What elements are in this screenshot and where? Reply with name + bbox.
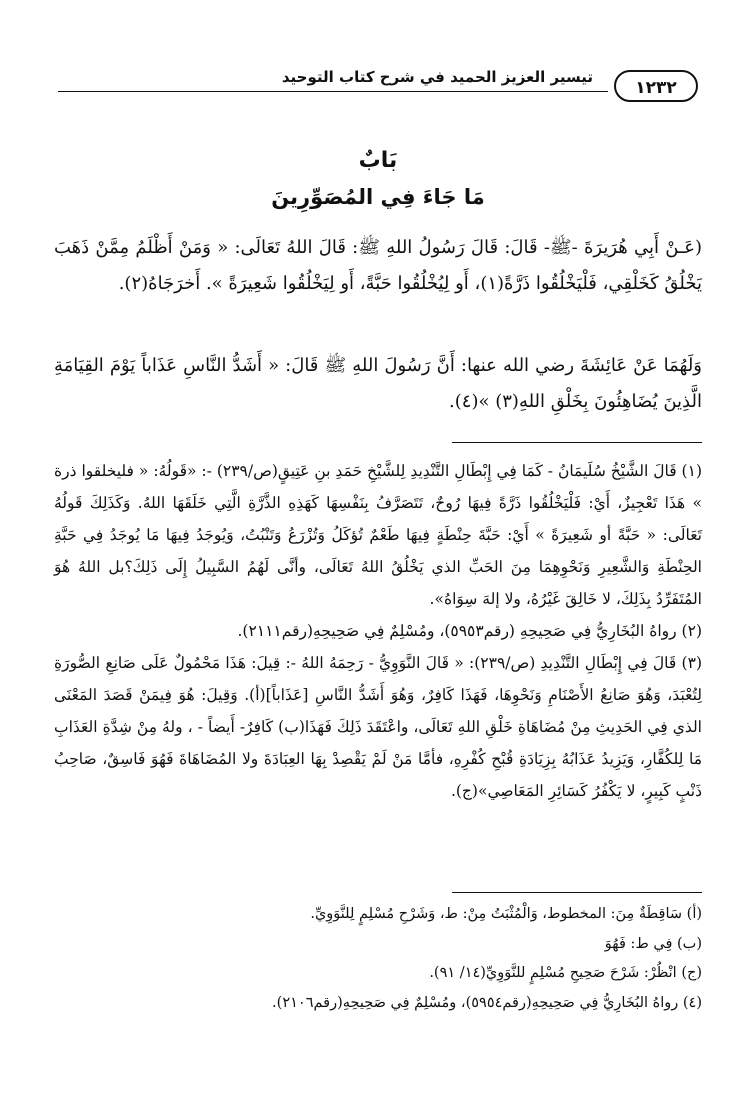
book-title: تيسير العزيز الحميد في شرح كتاب التوحيد [281,68,593,86]
variant-notes-separator [452,892,702,893]
chapter-title: مَا جَاءَ فِي المُصَوِّرِينَ [271,185,485,209]
paragraph-text: (عَـنْ أَبِي هُرَيرَةَ -ﷺ- قَالَ: قَالَ رَسُولُ اللهِ ﷺ: قَالَ اللهُ تَعَالَى: « وَمَنْ أَظْلَمُ مِمَّنْ ذَهَبَ يَخْلُقُ كَخَلْقِي، فَلْيَخْلُقُوا ذَرَّةً(١)، أَو لِيُخْلُقُوا حَبَّةً، أَو لِيَخْلُقُوا شَعِيرَةً ». أَخرَجَاهُ(٢). [54,237,702,294]
variant-notes [54,900,702,1018]
paragraph-text: وَلَهُمَا عَنْ عَائِشَةَ رضي الله عنها: أَنَّ رَسُولَ اللهِ ﷺ قَالَ: « أَشَدُّ النَّاسِ عَذَاباً يَوْمَ القِيَامَةِ الَّذِينَ يُضَاهِئُونَ بِخَلْقِ اللهِ(٣) »(٤). [54,355,702,412]
variant-note-c: (ج) انْظُرْ: شَرْحَ صَحِيحِ مُسْلِمٍ للنَّوَوِيِّ(١٤/ ٩١). [429,965,702,981]
hadith-paragraph-2 [54,348,702,420]
running-header [58,66,698,106]
footnote-4: (٤) رواهُ البُخَارِيُّ فِي صَحِيحِهِ(رقم٥٩٥٤)، ومُسْلِمٌ فِي صَحِيحِهِ(رقم٢١٠٦). [272,994,702,1011]
hadith-paragraph-1 [54,230,702,302]
variant-note-b: (ب) فِي ط: فَهُوَ [604,935,702,952]
header-rule [58,91,608,92]
footnote-separator [452,442,702,443]
chapter-heading: بَابٌ [358,148,398,173]
variant-note-a: (أ) سَاقِطَةٌ مِنَ: المخطوط، وَالْمُثْبَتُ مِنْ: ط، وَشَرْحِ مُسْلِمٍ لِلنَّوَوِيِّ. [310,906,702,922]
footnote-2: (٢) رواهُ البُخَارِيُّ فِي صَحِيحِهِ (رقم٥٩٥٣)، ومُسْلِمٌ فِي صَحِيحِهِ(رقم٢١١١). [237,622,702,640]
footnotes [54,455,702,807]
footnote-3: (٣) قَالَ فِي إِبْطَالِ التَّنْدِيدِ (ص/٢٣٩): « قَالَ النَّوَوِيُّ - رَحِمَهُ اللهُ -: قِيلَ: هَذَا مَحْمُولٌ عَلَى صَانِعِ الصُّورَةِ لِتُعْبَدَ، وَهُوَ صَانِعُ الأَصْنَامِ وَنَحْوِهَا، فَهَذَا كَافِرٌ، وَهُوَ أَشَدُّ النَّاسِ [عَذَاباً](أ). وَقِيلَ: هُوَ فِيمَنْ قَصَدَ المَعْنَى الذي فِي الحَدِيثِ مِنْ مُضَاهَاةِ خَلْقِ اللهِ تَعَالَى، واعْتَقَدَ ذَلِكَ فَهَذَا(ب) كَافِرٌ- أَيضاً - ، ولهُ مِنْ شِدَّةِ العَذَابِ مَا لِلكُفَّارِ، وَيَزِيدُ عَذَابُهُ بِزِيَادَةِ قُبْحِ كُفْرِهِ، فأمَّا مَنْ لَمْ يَقْصِدْ بِهَا العِبَادَةَ ولا المُضَاهَاةَ فَهُوَ فَاسِقٌ، صَاحِبُ ذَنْبٍ كَبِيرٍ، لا يَكْفُرُ كَسَائِرِ المَعَاصِي»(ج). [54,654,702,800]
page-number: ١٢٣٢ [614,70,698,102]
footnote-1: (١) قَالَ الشَّيْخُ سُلَيمَانُ - كَمَا فِي إِبْطَالِ التَّنْدِيدِ لِلشَّيْخِ حَمَدِ بنِ عَتِيقٍ(ص/٢٣٩) -: «قَولُهُ: « فليخلقوا ذرة » هَذَا تَعْجِيزٌ، أَيْ: فَلْيَخْلُقُوا ذَرَّةً فِيهَا رُوحٌ، تَتَصَرَّفُ بِنَفْسِهَا كَهَذِهِ الذَّرَّةِ الَّتِي خَلَقَهَا اللهُ. وَكَذَلِكَ قَولُهُ تَعَالَى: « حَبَّةً أو شَعِيرَةً » أَيْ: حَبَّةَ حِنْطَةٍ فِيهَا طَعْمٌ تُؤكَلُ وَتُزْرَعُ وَتَنْبُتُ، وَيُوجَدُ فِيهَا مَا يُوجَدُ فِي حَبَّةِ الحِنْطَةِ وَالشَّعِيرِ وَنَحْوِهِمَا مِنَ الحَبِّ الذي يَخْلُقُ اللهُ تَعَالَى، وأنَّى لَهُمُ السَّبِيلُ إِلَى ذَلِكَ؟بل اللهُ هُوَ المُتَفَرِّدُ بِذَلِكَ، لا خَالِقَ غَيْرُهُ، ولا إلهَ سِوَاهُ». [54,462,702,608]
